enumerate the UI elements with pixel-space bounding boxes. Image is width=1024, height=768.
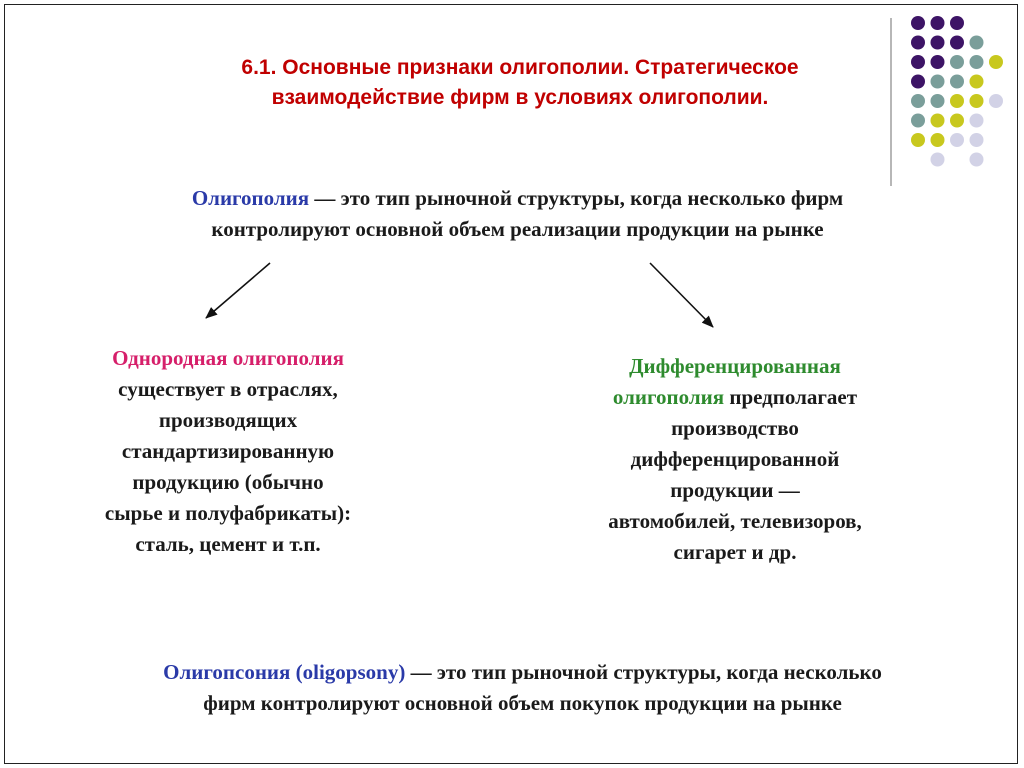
right-line-3: продукции —: [670, 478, 800, 502]
decorative-dot: [931, 133, 945, 147]
oligopsony-text-1: — это тип рыночной структуры, когда несколько: [405, 660, 882, 684]
differentiated-oligopoly-term-2: олигополия: [612, 385, 725, 409]
oligopoly-definition: [90, 183, 945, 245]
decorative-dot: [911, 114, 925, 128]
decorative-divider: [890, 18, 892, 186]
decorative-dot: [911, 75, 925, 89]
right-line-2: дифференцированной: [630, 447, 840, 471]
decorative-dot: [950, 36, 964, 50]
decorative-dot: [970, 114, 984, 128]
decorative-dot: [931, 94, 945, 108]
decorative-dot: [911, 16, 925, 30]
decorative-dot: [970, 133, 984, 147]
decorative-dot: [970, 36, 984, 50]
decorative-dot: [931, 16, 945, 30]
decorative-dot: [970, 94, 984, 108]
decorative-dot: [970, 153, 984, 167]
definition-text-2: контролируют основной объем реализации продукции на рынке: [211, 217, 824, 241]
title-line-1: 6.1. Основные признаки олигополии. Стратегическое: [241, 56, 799, 79]
decorative-dot: [931, 114, 945, 128]
homogeneous-oligopoly-block: [58, 343, 398, 560]
decorative-dot: [911, 94, 925, 108]
decorative-dot: [931, 55, 945, 69]
decorative-dot: [911, 36, 925, 50]
differentiated-oligopoly-term-1: Дифференцированная: [629, 354, 841, 378]
decorative-dot: [950, 75, 964, 89]
left-line-3: стандартизированную: [121, 439, 335, 463]
left-line-2: производящих: [158, 408, 298, 432]
decorative-dot: [950, 94, 964, 108]
decorative-dot: [970, 55, 984, 69]
title-line-2: взаимодействие фирм в условиях олигополии.: [271, 86, 769, 109]
decorative-dot: [989, 94, 1003, 108]
differentiated-oligopoly-block: [570, 351, 900, 568]
left-line-6: сталь, цемент и т.п.: [135, 532, 321, 556]
decorative-dot: [911, 133, 925, 147]
right-line-4: автомобилей, телевизоров,: [608, 509, 862, 533]
homogeneous-oligopoly-term: Однородная олигополия: [112, 346, 344, 370]
slide-title: [150, 53, 890, 113]
right-text-after-term: предполагает: [724, 385, 858, 409]
decorative-dot: [911, 55, 925, 69]
oligopoly-term: Олигополия: [191, 186, 310, 210]
right-line-5: сигарет и др.: [673, 540, 797, 564]
decorative-dot: [931, 75, 945, 89]
decorative-dot: [950, 16, 964, 30]
decorative-dot: [970, 75, 984, 89]
decorative-dot: [989, 55, 1003, 69]
decorative-dot: [950, 55, 964, 69]
decorative-dot: [931, 153, 945, 167]
left-line-4: продукцию (обычно: [132, 470, 324, 494]
oligopsony-term: Олигопсония (oligopsony): [163, 660, 406, 684]
decorative-dot: [931, 36, 945, 50]
decorative-dot: [950, 114, 964, 128]
decorative-dot: [950, 133, 964, 147]
oligopsony-definition: [60, 657, 985, 719]
oligopsony-text-2: фирм контролируют основной объем покупок продукции на рынке: [203, 691, 842, 715]
definition-text-1: — это тип рыночной структуры, когда несколько фирм: [309, 186, 844, 210]
left-line-5: сырье и полуфабрикаты):: [104, 501, 352, 525]
left-line-1: существует в отраслях,: [118, 377, 338, 401]
right-line-1: производство: [671, 416, 799, 440]
